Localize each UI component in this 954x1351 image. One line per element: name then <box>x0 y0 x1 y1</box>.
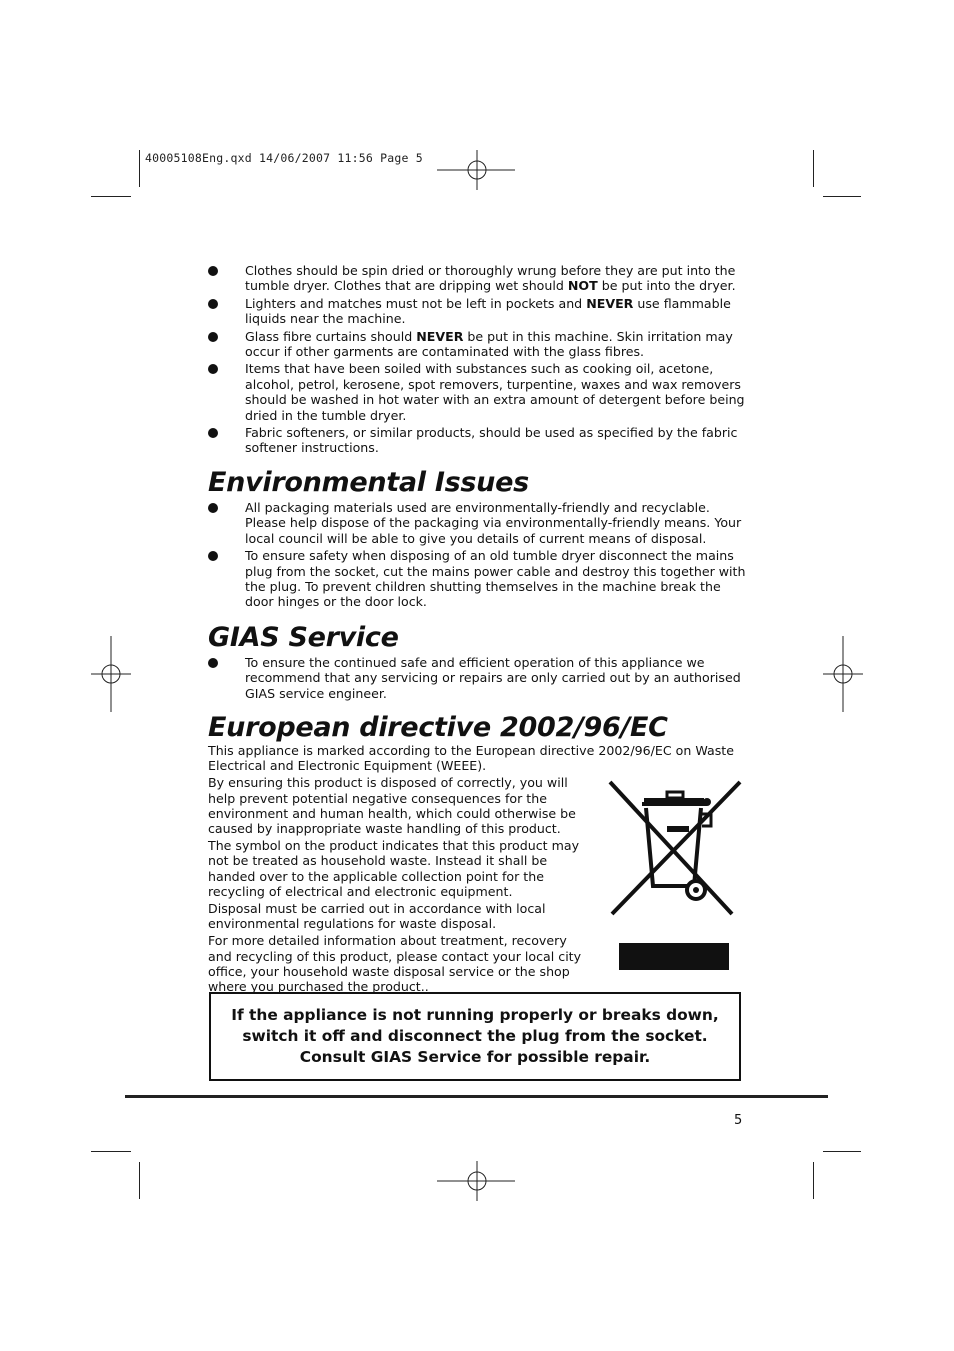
bullet-dot-icon <box>208 551 218 561</box>
bullet-dot-icon <box>208 332 218 342</box>
directive-body <box>208 775 583 994</box>
warning-notice-box <box>209 992 741 1081</box>
page-number: 5 <box>734 1113 743 1128</box>
print-slug: 40005108Eng.qxd 14/06/2007 11:56 Page 5 <box>145 151 423 165</box>
weee-black-bar <box>619 943 729 970</box>
directive-paragraph: Disposal must be carried out in accordance with local environmental regulations for waste disposal. <box>208 900 546 932</box>
bullet-dot-icon <box>208 299 218 309</box>
list-item: Items that have been soiled with substances such as cooking oil, acetone, alcohol, petrol, kerosene, spot removers, turpentine, waxes and wax removers should be washed in hot water with an extra amount of detergent before being dried in the tumble dryer. <box>208 361 748 423</box>
footer-rule <box>125 1095 828 1098</box>
safety-bullet-list <box>208 263 748 456</box>
directive-intro: This appliance is marked according to the European directive 2002/96/EC on Waste Electrical and Electronic Equipment (WEEE). <box>208 742 734 774</box>
registration-mark-icon <box>437 150 517 190</box>
list-item: Lighters and matches must not be left in pockets and NEVER use flammable liquids near the machine. <box>208 296 748 327</box>
environmental-bullet-list <box>208 500 748 610</box>
crossed-out-wheelie-bin-icon <box>606 778 744 918</box>
bullet-dot-icon <box>208 266 218 276</box>
notice-line: Consult GIAS Service for possible repair. <box>299 1048 651 1066</box>
list-item: To ensure safety when disposing of an old tumble dryer disconnect the mains plug from the socket, cut the mains power cable and destroy this together with the plug. To prevent children shutting themselves in the machine break the door hinges or the door lock. <box>208 548 748 610</box>
list-item: Glass fibre curtains should NEVER be put in this machine. Skin irritation may occur if other garments are contaminated with the glass fibres. <box>208 329 748 360</box>
bullet-dot-icon <box>208 428 218 438</box>
list-item: Clothes should be spin dried or thoroughly wrung before they are put into the tumble dryer. Clothes that are dripping wet should NOT be put into the dryer. <box>208 263 748 294</box>
notice-line: If the appliance is not running properly or breaks down, <box>231 1006 719 1024</box>
bullet-dot-icon <box>208 658 218 668</box>
bullet-dot-icon <box>208 503 218 513</box>
directive-paragraph: The symbol on the product indicates that this product may not be treated as household waste. Instead it shall be handed over to the applicable collection point for the recycling of electrical and electronic equipment. <box>208 838 580 899</box>
registration-mark-icon <box>437 1161 517 1201</box>
directive-paragraph: For more detailed information about treatment, recovery and recycling of this product, please contact your local city office, your household waste disposal service or the shop where you purchased the product.. <box>208 933 582 994</box>
notice-line: switch it off and disconnect the plug from the socket. <box>242 1027 708 1045</box>
list-item: Fabric softeners, or similar products, should be used as specified by the fabric softener instructions. <box>208 425 748 456</box>
list-item: To ensure the continued safe and efficient operation of this appliance we recommend that any servicing or repairs are only carried out by an authorised GIAS service engineer. <box>208 655 748 701</box>
service-bullet-list <box>208 655 748 701</box>
section-heading-directive: European directive 2002/96/EC <box>208 711 668 743</box>
section-heading-environmental: Environmental Issues <box>208 466 529 498</box>
registration-mark-icon <box>91 636 131 712</box>
registration-mark-icon <box>823 636 863 712</box>
list-item: All packaging materials used are environmentally-friendly and recyclable. Please help dispose of the packaging via environmentally-friendly means. Your local council will be able to give you details of current means of disposal. <box>208 500 748 546</box>
directive-paragraph: By ensuring this product is disposed of correctly, you will help prevent potential negative consequences for the environment and human health, which could otherwise be caused by inappropriate waste handling of this product. <box>208 775 576 836</box>
section-heading-service: GIAS Service <box>208 621 399 653</box>
bullet-dot-icon <box>208 364 218 374</box>
